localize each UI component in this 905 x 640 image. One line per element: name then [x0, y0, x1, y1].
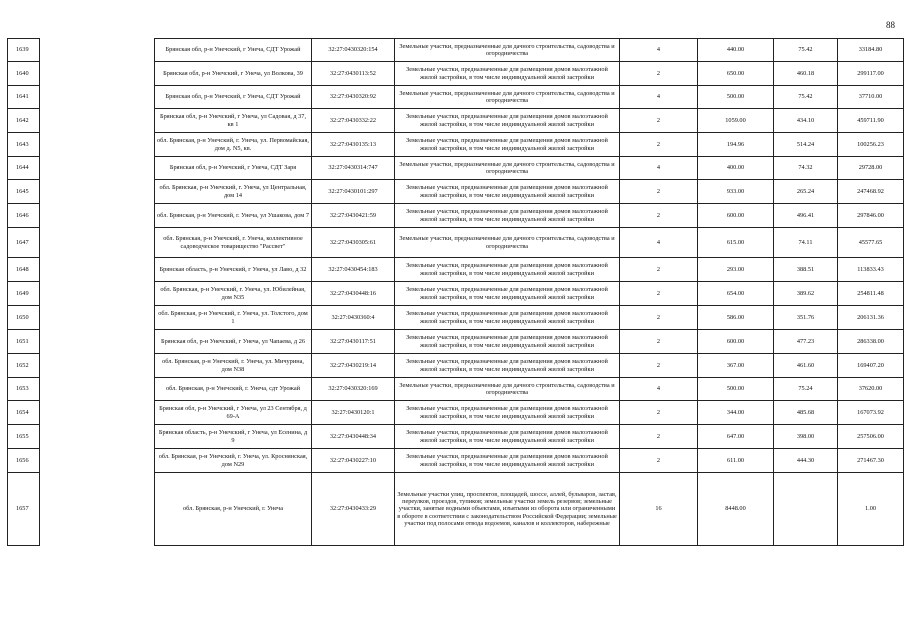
id-cell: 1647	[8, 228, 40, 258]
rate-cell: 265.24	[774, 180, 838, 204]
purpose-cell: Земельные участки, предназначенные для дачного строительства, садоводства и огородничества	[395, 39, 620, 62]
group-cell: 4	[620, 378, 698, 401]
group-cell: 2	[620, 180, 698, 204]
id-cell: 1650	[8, 306, 40, 330]
rate-cell: 74.32	[774, 157, 838, 180]
id-cell: 1653	[8, 378, 40, 401]
id-cell: 1654	[8, 401, 40, 425]
purpose-cell: Земельные участки, предназначенные для дачного строительства, садоводства и огородничества	[395, 86, 620, 109]
purpose-cell: Земельные участки, предназначенные для размещения домов малоэтажной жилой застройки, в том числе индивидуальной жилой застройки	[395, 109, 620, 133]
area-cell: 654.00	[698, 282, 774, 306]
cadastral-value-table	[7, 38, 904, 546]
table-row	[8, 473, 904, 546]
purpose-cell: Земельные участки, предназначенные для дачного строительства, садоводства и огородничества	[395, 378, 620, 401]
group-cell: 4	[620, 228, 698, 258]
table-row	[8, 62, 904, 86]
area-cell: 647.00	[698, 425, 774, 449]
rate-cell: 434.10	[774, 109, 838, 133]
value-cell: 297846.00	[838, 204, 904, 228]
id-cell: 1649	[8, 282, 40, 306]
table-row	[8, 86, 904, 109]
group-cell: 16	[620, 473, 698, 546]
area-cell: 600.00	[698, 204, 774, 228]
id-cell: 1657	[8, 473, 40, 546]
cadastral-cell: 32:27:0430448:34	[312, 425, 395, 449]
group-cell: 2	[620, 258, 698, 282]
group-cell: 2	[620, 133, 698, 157]
group-cell: 2	[620, 282, 698, 306]
spacer-cell	[40, 133, 155, 157]
spacer-cell	[40, 306, 155, 330]
group-cell: 2	[620, 401, 698, 425]
purpose-cell: Земельные участки, предназначенные для дачного строительства, садоводства и огородничества	[395, 228, 620, 258]
purpose-cell: Земельные участки, предназначенные для размещения домов малоэтажной жилой застройки, в том числе индивидуальной жилой застройки	[395, 449, 620, 473]
group-cell: 2	[620, 204, 698, 228]
page-number: 88	[886, 20, 895, 30]
value-cell: 100256.23	[838, 133, 904, 157]
value-cell: 29728.00	[838, 157, 904, 180]
address-cell: Брянская обл, р-н Унечский, г Унеча, ул Волкова, 39	[155, 62, 312, 86]
rate-cell: 496.41	[774, 204, 838, 228]
spacer-cell	[40, 86, 155, 109]
spacer-cell	[40, 157, 155, 180]
purpose-cell: Земельные участки, предназначенные для размещения домов малоэтажной жилой застройки, в том числе индивидуальной жилой застройки	[395, 180, 620, 204]
rate-cell: 460.18	[774, 62, 838, 86]
spacer-cell	[40, 109, 155, 133]
table-row	[8, 354, 904, 378]
area-cell: 933.00	[698, 180, 774, 204]
area-cell: 500.00	[698, 378, 774, 401]
address-cell: обл. Брянская, р-н Унечский, г. Унеча, ул. Кроснянская, дом N29	[155, 449, 312, 473]
table-row	[8, 330, 904, 354]
group-cell: 4	[620, 39, 698, 62]
cadastral-cell: 32:27:0430320:154	[312, 39, 395, 62]
area-cell: 293.00	[698, 258, 774, 282]
id-cell: 1651	[8, 330, 40, 354]
area-cell: 1059.00	[698, 109, 774, 133]
id-cell: 1652	[8, 354, 40, 378]
id-cell: 1655	[8, 425, 40, 449]
area-cell: 615.00	[698, 228, 774, 258]
purpose-cell: Земельные участки, предназначенные для дачного строительства, садоводства и огородничества	[395, 157, 620, 180]
purpose-cell: Земельные участки, предназначенные для размещения домов малоэтажной жилой застройки, в том числе индивидуальной жилой застройки	[395, 330, 620, 354]
purpose-cell: Земельные участки, предназначенные для размещения домов малоэтажной жилой застройки, в том числе индивидуальной жилой застройки	[395, 204, 620, 228]
spacer-cell	[40, 228, 155, 258]
rate-cell: 398.00	[774, 425, 838, 449]
table-row	[8, 228, 904, 258]
table-row	[8, 401, 904, 425]
area-cell: 611.00	[698, 449, 774, 473]
address-cell: обл. Брянская, р-н Унечский, г. Унеча, ул. Мичурина, дом N38	[155, 354, 312, 378]
purpose-cell: Земельные участки, предназначенные для размещения домов малоэтажной жилой застройки, в том числе индивидуальной жилой застройки	[395, 62, 620, 86]
table-row	[8, 258, 904, 282]
cadastral-cell: 32:27:0430219:14	[312, 354, 395, 378]
group-cell: 2	[620, 425, 698, 449]
rate-cell: 75.24	[774, 378, 838, 401]
area-cell: 440.00	[698, 39, 774, 62]
value-cell: 45577.65	[838, 228, 904, 258]
table-row	[8, 180, 904, 204]
value-cell: 247468.92	[838, 180, 904, 204]
table-row	[8, 109, 904, 133]
area-cell: 400.00	[698, 157, 774, 180]
rate-cell: 351.76	[774, 306, 838, 330]
purpose-cell: Земельные участки, предназначенные для размещения домов малоэтажной жилой застройки, в том числе индивидуальной жилой застройки	[395, 401, 620, 425]
area-cell: 367.00	[698, 354, 774, 378]
address-cell: Брянская обл, р-н Унечский, г Унеча, ул Чапаева, д 26	[155, 330, 312, 354]
table-row	[8, 282, 904, 306]
area-cell: 344.00	[698, 401, 774, 425]
cadastral-cell: 32:27:0430135:13	[312, 133, 395, 157]
cadastral-cell: 32:27:0430332:22	[312, 109, 395, 133]
purpose-cell: Земельные участки, предназначенные для размещения домов малоэтажной жилой застройки, в том числе индивидуальной жилой застройки	[395, 258, 620, 282]
purpose-cell: Земельные участки, предназначенные для размещения домов малоэтажной жилой застройки, в том числе индивидуальной жилой застройки	[395, 282, 620, 306]
cadastral-cell: 32:27:0430421:59	[312, 204, 395, 228]
area-cell: 8448.00	[698, 473, 774, 546]
purpose-cell: Земельные участки улиц, проспектов, площадей, шоссе, аллей, бульваров, застав, переулков, проездов, тупиков; земельные участки земель резервов; земельные участки, занятые водными объектами, изъятыми из оборота или ограниченными в обороте в соответствии с законодательством Российской Федерации; земельные участки под полосами отвода водоемов, каналов и коллекторов, набережные	[395, 473, 620, 546]
id-cell: 1648	[8, 258, 40, 282]
rate-cell: 389.62	[774, 282, 838, 306]
address-cell: обл. Брянская, р-н Унечский, г. Унеча, ул Центральная, дом 14	[155, 180, 312, 204]
value-cell: 271467.30	[838, 449, 904, 473]
rate-cell: 444.30	[774, 449, 838, 473]
table-row	[8, 425, 904, 449]
rate-cell: 75.42	[774, 86, 838, 109]
spacer-cell	[40, 473, 155, 546]
id-cell: 1644	[8, 157, 40, 180]
group-cell: 4	[620, 86, 698, 109]
spacer-cell	[40, 378, 155, 401]
id-cell: 1643	[8, 133, 40, 157]
cadastral-cell: 32:27:0430448:16	[312, 282, 395, 306]
address-cell: Брянская обл, р-н Унечский, г Унеча, СДТ Урожай	[155, 39, 312, 62]
purpose-cell: Земельные участки, предназначенные для размещения домов малоэтажной жилой застройки, в том числе индивидуальной жилой застройки	[395, 354, 620, 378]
address-cell: Брянская обл, р-н Унечский, г Унеча, СДТ Заря	[155, 157, 312, 180]
purpose-cell: Земельные участки, предназначенные для размещения домов малоэтажной жилой застройки, в том числе индивидуальной жилой застройки	[395, 306, 620, 330]
value-cell: 37620.00	[838, 378, 904, 401]
value-cell: 459711.90	[838, 109, 904, 133]
spacer-cell	[40, 62, 155, 86]
group-cell: 2	[620, 449, 698, 473]
rate-cell: 388.51	[774, 258, 838, 282]
rate-cell	[774, 473, 838, 546]
group-cell: 2	[620, 354, 698, 378]
table-row	[8, 39, 904, 62]
cadastral-cell: 32:27:0430113:52	[312, 62, 395, 86]
value-cell: 113833.43	[838, 258, 904, 282]
rate-cell: 461.60	[774, 354, 838, 378]
id-cell: 1645	[8, 180, 40, 204]
cadastral-cell: 32:27:0430101:297	[312, 180, 395, 204]
area-cell: 194.96	[698, 133, 774, 157]
value-cell: 37710.00	[838, 86, 904, 109]
spacer-cell	[40, 39, 155, 62]
cadastral-cell: 32:27:0430360:4	[312, 306, 395, 330]
id-cell: 1639	[8, 39, 40, 62]
value-cell: 1.00	[838, 473, 904, 546]
cadastral-cell: 32:27:0430117:51	[312, 330, 395, 354]
address-cell: Брянская область, р-н Унечский, г Унеча, ул Есенина, д 9	[155, 425, 312, 449]
spacer-cell	[40, 401, 155, 425]
area-cell: 650.00	[698, 62, 774, 86]
address-cell: обл. Брянская, р-н Унечский, г. Унеча, ул. Первомайская, дом д. N5, кв.	[155, 133, 312, 157]
value-cell: 167073.92	[838, 401, 904, 425]
cadastral-cell: 32:27:0430320:92	[312, 86, 395, 109]
cadastral-cell: 32:27:0430320:169	[312, 378, 395, 401]
table-row	[8, 378, 904, 401]
rate-cell: 485.68	[774, 401, 838, 425]
cadastral-cell: 32:27:0430120:1	[312, 401, 395, 425]
rate-cell: 74.11	[774, 228, 838, 258]
table-row	[8, 449, 904, 473]
table-row	[8, 157, 904, 180]
address-cell: Брянская обл, р-н Унечский, г Унеча, ул 23 Сентября, д 69-А	[155, 401, 312, 425]
value-cell: 206131.36	[838, 306, 904, 330]
spacer-cell	[40, 282, 155, 306]
address-cell: Брянская обл, р-н Унечский, г Унеча, ул Садовая, д 37, кв 1	[155, 109, 312, 133]
address-cell: Брянская обл, р-н Унечский, г Унеча, СДТ Урожай	[155, 86, 312, 109]
rate-cell: 75.42	[774, 39, 838, 62]
id-cell: 1656	[8, 449, 40, 473]
table-row	[8, 133, 904, 157]
rate-cell: 514.24	[774, 133, 838, 157]
spacer-cell	[40, 425, 155, 449]
group-cell: 2	[620, 62, 698, 86]
id-cell: 1642	[8, 109, 40, 133]
spacer-cell	[40, 449, 155, 473]
group-cell: 2	[620, 109, 698, 133]
spacer-cell	[40, 180, 155, 204]
group-cell: 2	[620, 330, 698, 354]
spacer-cell	[40, 330, 155, 354]
cadastral-cell: 32:27:0430305:61	[312, 228, 395, 258]
value-cell: 169407.20	[838, 354, 904, 378]
value-cell: 286338.00	[838, 330, 904, 354]
id-cell: 1646	[8, 204, 40, 228]
group-cell: 2	[620, 306, 698, 330]
address-cell: обл. Брянская, р-н Унечский, г. Унеча, коллективное садоводческое товарищество "Рассвет"	[155, 228, 312, 258]
area-cell: 600.00	[698, 330, 774, 354]
address-cell: обл. Брянская, р-н Унечский, г. Унеча	[155, 473, 312, 546]
value-cell: 257506.00	[838, 425, 904, 449]
cadastral-cell: 32:27:0430227:10	[312, 449, 395, 473]
spacer-cell	[40, 258, 155, 282]
value-cell: 299117.00	[838, 62, 904, 86]
address-cell: обл. Брянская, р-н Унечский, г. Унеча, ул Ушакова, дом 7	[155, 204, 312, 228]
group-cell: 4	[620, 157, 698, 180]
address-cell: обл. Брянская, р-н Унечский, г. Унеча, ул. Юбилейная, дом N35	[155, 282, 312, 306]
address-cell: обл. Брянская, р-н Унечский, г. Унеча, сдт Урожай	[155, 378, 312, 401]
value-cell: 33184.80	[838, 39, 904, 62]
area-cell: 500.00	[698, 86, 774, 109]
cadastral-cell: 32:27:0430454:183	[312, 258, 395, 282]
id-cell: 1640	[8, 62, 40, 86]
table-row	[8, 306, 904, 330]
purpose-cell: Земельные участки, предназначенные для размещения домов малоэтажной жилой застройки, в том числе индивидуальной жилой застройки	[395, 425, 620, 449]
spacer-cell	[40, 354, 155, 378]
table-row	[8, 204, 904, 228]
cadastral-cell: 32:27:0430314:747	[312, 157, 395, 180]
purpose-cell: Земельные участки, предназначенные для размещения домов малоэтажной жилой застройки, в том числе индивидуальной жилой застройки	[395, 133, 620, 157]
id-cell: 1641	[8, 86, 40, 109]
address-cell: обл. Брянская, р-н Унечский, г. Унеча, ул. Толстого, дом 1	[155, 306, 312, 330]
address-cell: Брянская область, р-н Унечский, г Унеча, ул Лаво, д 32	[155, 258, 312, 282]
area-cell: 586.00	[698, 306, 774, 330]
cadastral-cell: 32:27:0430433:29	[312, 473, 395, 546]
rate-cell: 477.23	[774, 330, 838, 354]
spacer-cell	[40, 204, 155, 228]
value-cell: 254811.48	[838, 282, 904, 306]
